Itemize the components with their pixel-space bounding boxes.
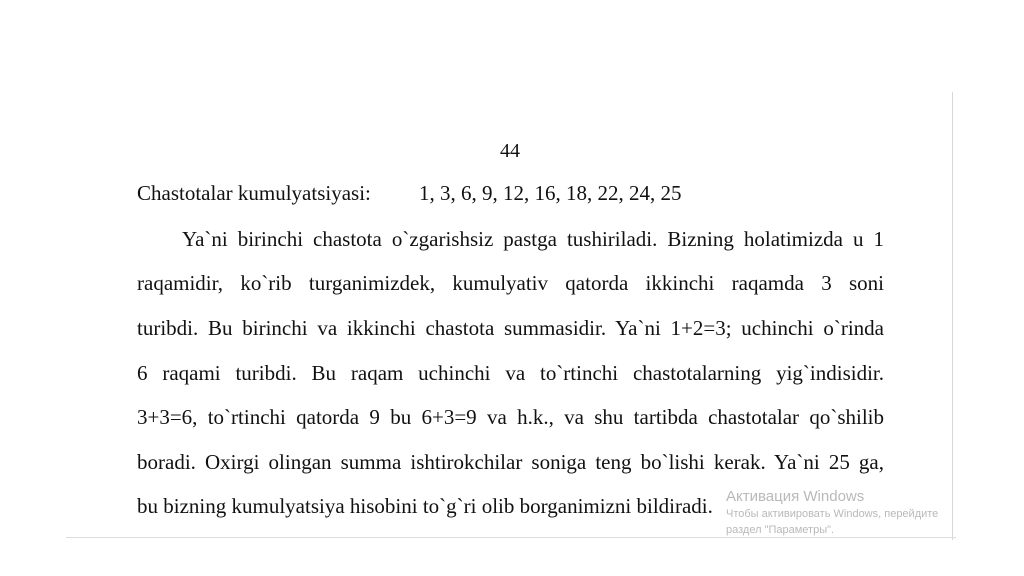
cumulative-frequencies-line (137, 181, 682, 206)
watermark-line-2: раздел "Параметры". (726, 524, 835, 536)
paragraph-line-6: boradi. Oxirgi olingan summa ishtirokchilar soniga teng bo`lishi kerak. Ya`ni 25 ga, (137, 450, 884, 474)
paragraph-line-5: 3+3=6, to`rtinchi qatorda 9 bu 6+3=9 va h.k., va shu tartibda chastotalar qo`shilib (137, 405, 884, 429)
paragraph-line-7: bu bizning kumulyatsiya hisobini to`g`ri olib borganimizni bildiradi. (137, 494, 713, 518)
windows-activation-watermark (726, 488, 938, 538)
paragraph-line-3: turibdi. Bu birinchi va ikkinchi chastota summasidir. Ya`ni 1+2=3; uchinchi o`rinda (137, 316, 884, 340)
paragraph-line-1: Ya`ni birinchi chastota o`zgarishsiz pastga tushiriladi. Bizning holatimizda u 1 (182, 227, 884, 251)
cumulative-values: 1, 3, 6, 9, 12, 16, 18, 22, 24, 25 (419, 181, 682, 205)
paragraph-line-2: raqamidir, ko`rib turganimizdek, kumulyativ qatorda ikkinchi raqamda 3 soni (137, 271, 884, 295)
watermark-line-1: Чтобы активировать Windows, перейдите (726, 508, 939, 520)
paragraph-line-4: 6 raqami turibdi. Bu raqam uchinchi va to`rtinchi chastotalarning yig`indisidir. (137, 361, 884, 385)
cumulative-label: Chastotalar kumulyatsiyasi: (137, 181, 371, 205)
page-number: 44 (500, 140, 520, 162)
watermark-title: Активация Windows (726, 488, 865, 505)
